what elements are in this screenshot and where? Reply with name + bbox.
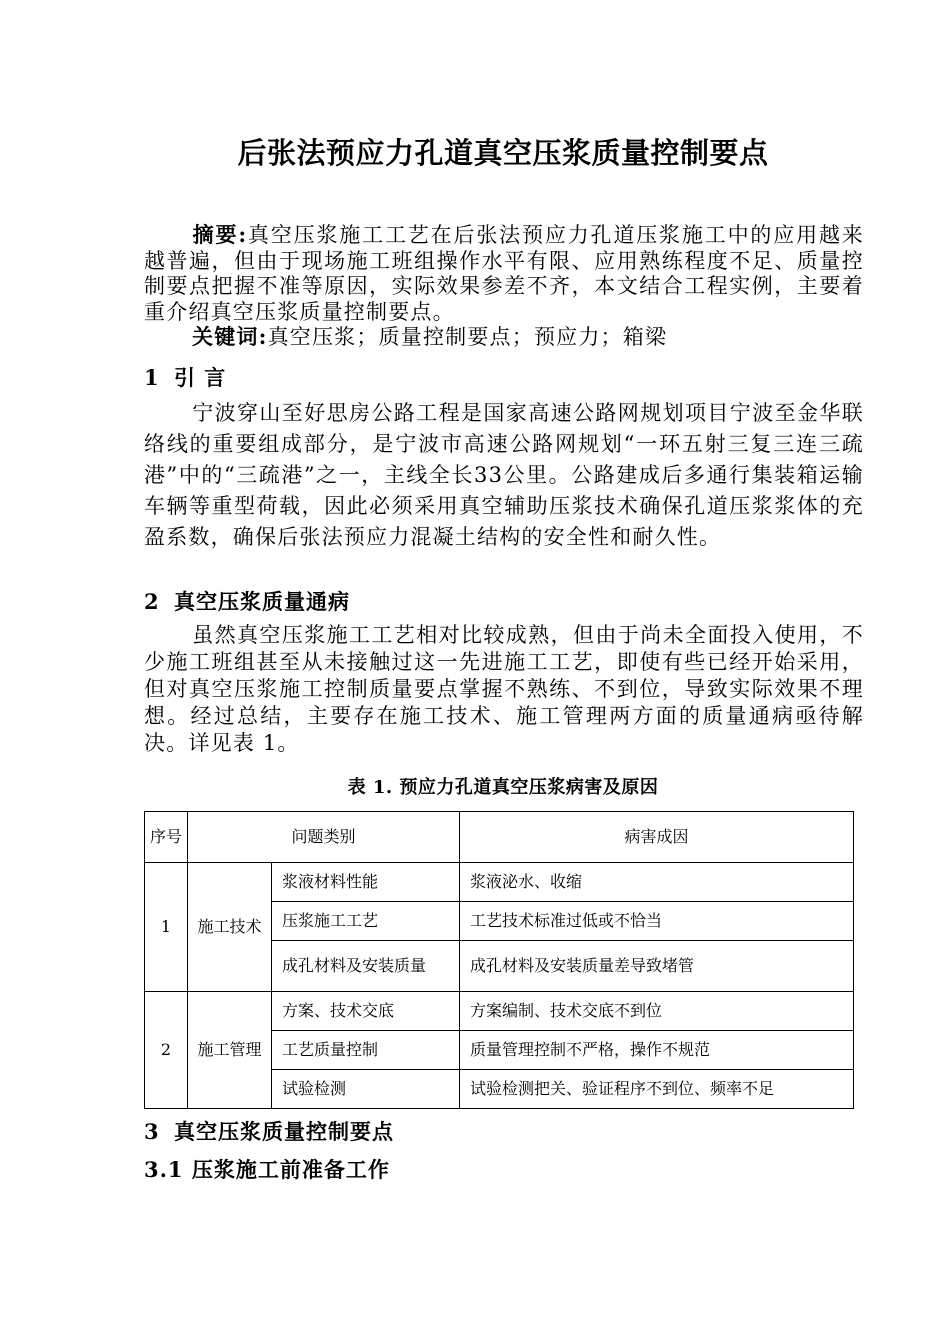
table-row (145, 992, 854, 1031)
section-title: 真空压浆质量控制要点 (174, 1119, 394, 1144)
header-category: 问题类别 (188, 812, 460, 863)
table-row (145, 863, 854, 902)
section-number: 2 (144, 589, 160, 614)
abstract-label: 摘要: (192, 222, 248, 247)
section-number: 1 (144, 365, 160, 390)
keywords-paragraph (144, 324, 864, 351)
group-category: 施工管理 (188, 992, 272, 1109)
item-cell: 成孔材料及安装质量 (272, 941, 460, 992)
section-number: 3 (144, 1119, 160, 1144)
header-no: 序号 (145, 812, 188, 863)
cause-cell: 成孔材料及安装质量差导致堵管 (460, 941, 854, 992)
table-header-row (145, 812, 854, 863)
abstract-paragraph (144, 222, 864, 325)
section-1-heading (144, 362, 226, 392)
item-cell: 浆液材料性能 (272, 863, 460, 902)
cause-cell: 工艺技术标准过低或不恰当 (460, 902, 854, 941)
header-cause: 病害成因 (460, 812, 854, 863)
cause-cell: 试验检测把关、验证程序不到位、频率不足 (460, 1070, 854, 1109)
table-caption: 表 1. 预应力孔道真空压浆病害及原因 (347, 777, 659, 798)
section-title: 真空压浆质量通病 (174, 589, 350, 614)
group-no: 2 (145, 992, 188, 1109)
section-3-heading (144, 1116, 394, 1146)
section-2-heading (144, 586, 350, 616)
keywords-text: 真空压浆；质量控制要点；预应力；箱梁 (267, 325, 668, 349)
keywords-label: 关键词: (192, 324, 268, 349)
section-2-body: 虽然真空压浆施工工艺相对比较成熟，但由于尚未全面投入使用，不少施工班组甚至从未接触过这一先进施工工艺，即使有些已经开始采用，但对真空压浆施工控制质量要点掌握不熟练、不到位，导致实际效果不理想。经过总结，主要存在施工技术、施工管理两方面的质量通病亟待解决。详见表 1。 (144, 623, 864, 755)
section-1-body: 宁波穿山至好思房公路工程是国家高速公路网规划项目宁波至金华联络线的重要组成部分，是宁波市高速公路网规划“一环五射三复三连三疏港”中的“三疏港”之一，主线全长33公里。公路建成后多通行集装箱运输车辆等重型荷载，因此必须采用真空辅助压浆技术确保孔道压浆浆体的充盈系数，确保后张法预应力混凝土结构的安全性和耐久性。 (144, 401, 864, 549)
group-no: 1 (145, 863, 188, 992)
cause-cell: 质量管理控制不严格，操作不规范 (460, 1031, 854, 1070)
item-cell: 压浆施工工艺 (272, 902, 460, 941)
defects-table (144, 811, 854, 1109)
item-cell: 工艺质量控制 (272, 1031, 460, 1070)
subsection-heading: 3.1 压浆施工前准备工作 (144, 1157, 390, 1182)
group-category: 施工技术 (188, 863, 272, 992)
abstract-text: 真空压浆施工工艺在后张法预应力孔道压浆施工中的应用越来越普遍，但由于现场施工班组操作水平有限、应用熟练程度不足、质量控制要点把握不准等原因，实际效果参差不齐，本文结合工程实例，主要着重介绍真空压浆质量控制要点。 (144, 223, 864, 324)
item-cell: 试验检测 (272, 1070, 460, 1109)
cause-cell: 方案编制、技术交底不到位 (460, 992, 854, 1031)
cause-cell: 浆液泌水、收缩 (460, 863, 854, 902)
section-title: 引 言 (174, 365, 227, 390)
page-title: 后张法预应力孔道真空压浆质量控制要点 (237, 136, 769, 170)
item-cell: 方案、技术交底 (272, 992, 460, 1031)
